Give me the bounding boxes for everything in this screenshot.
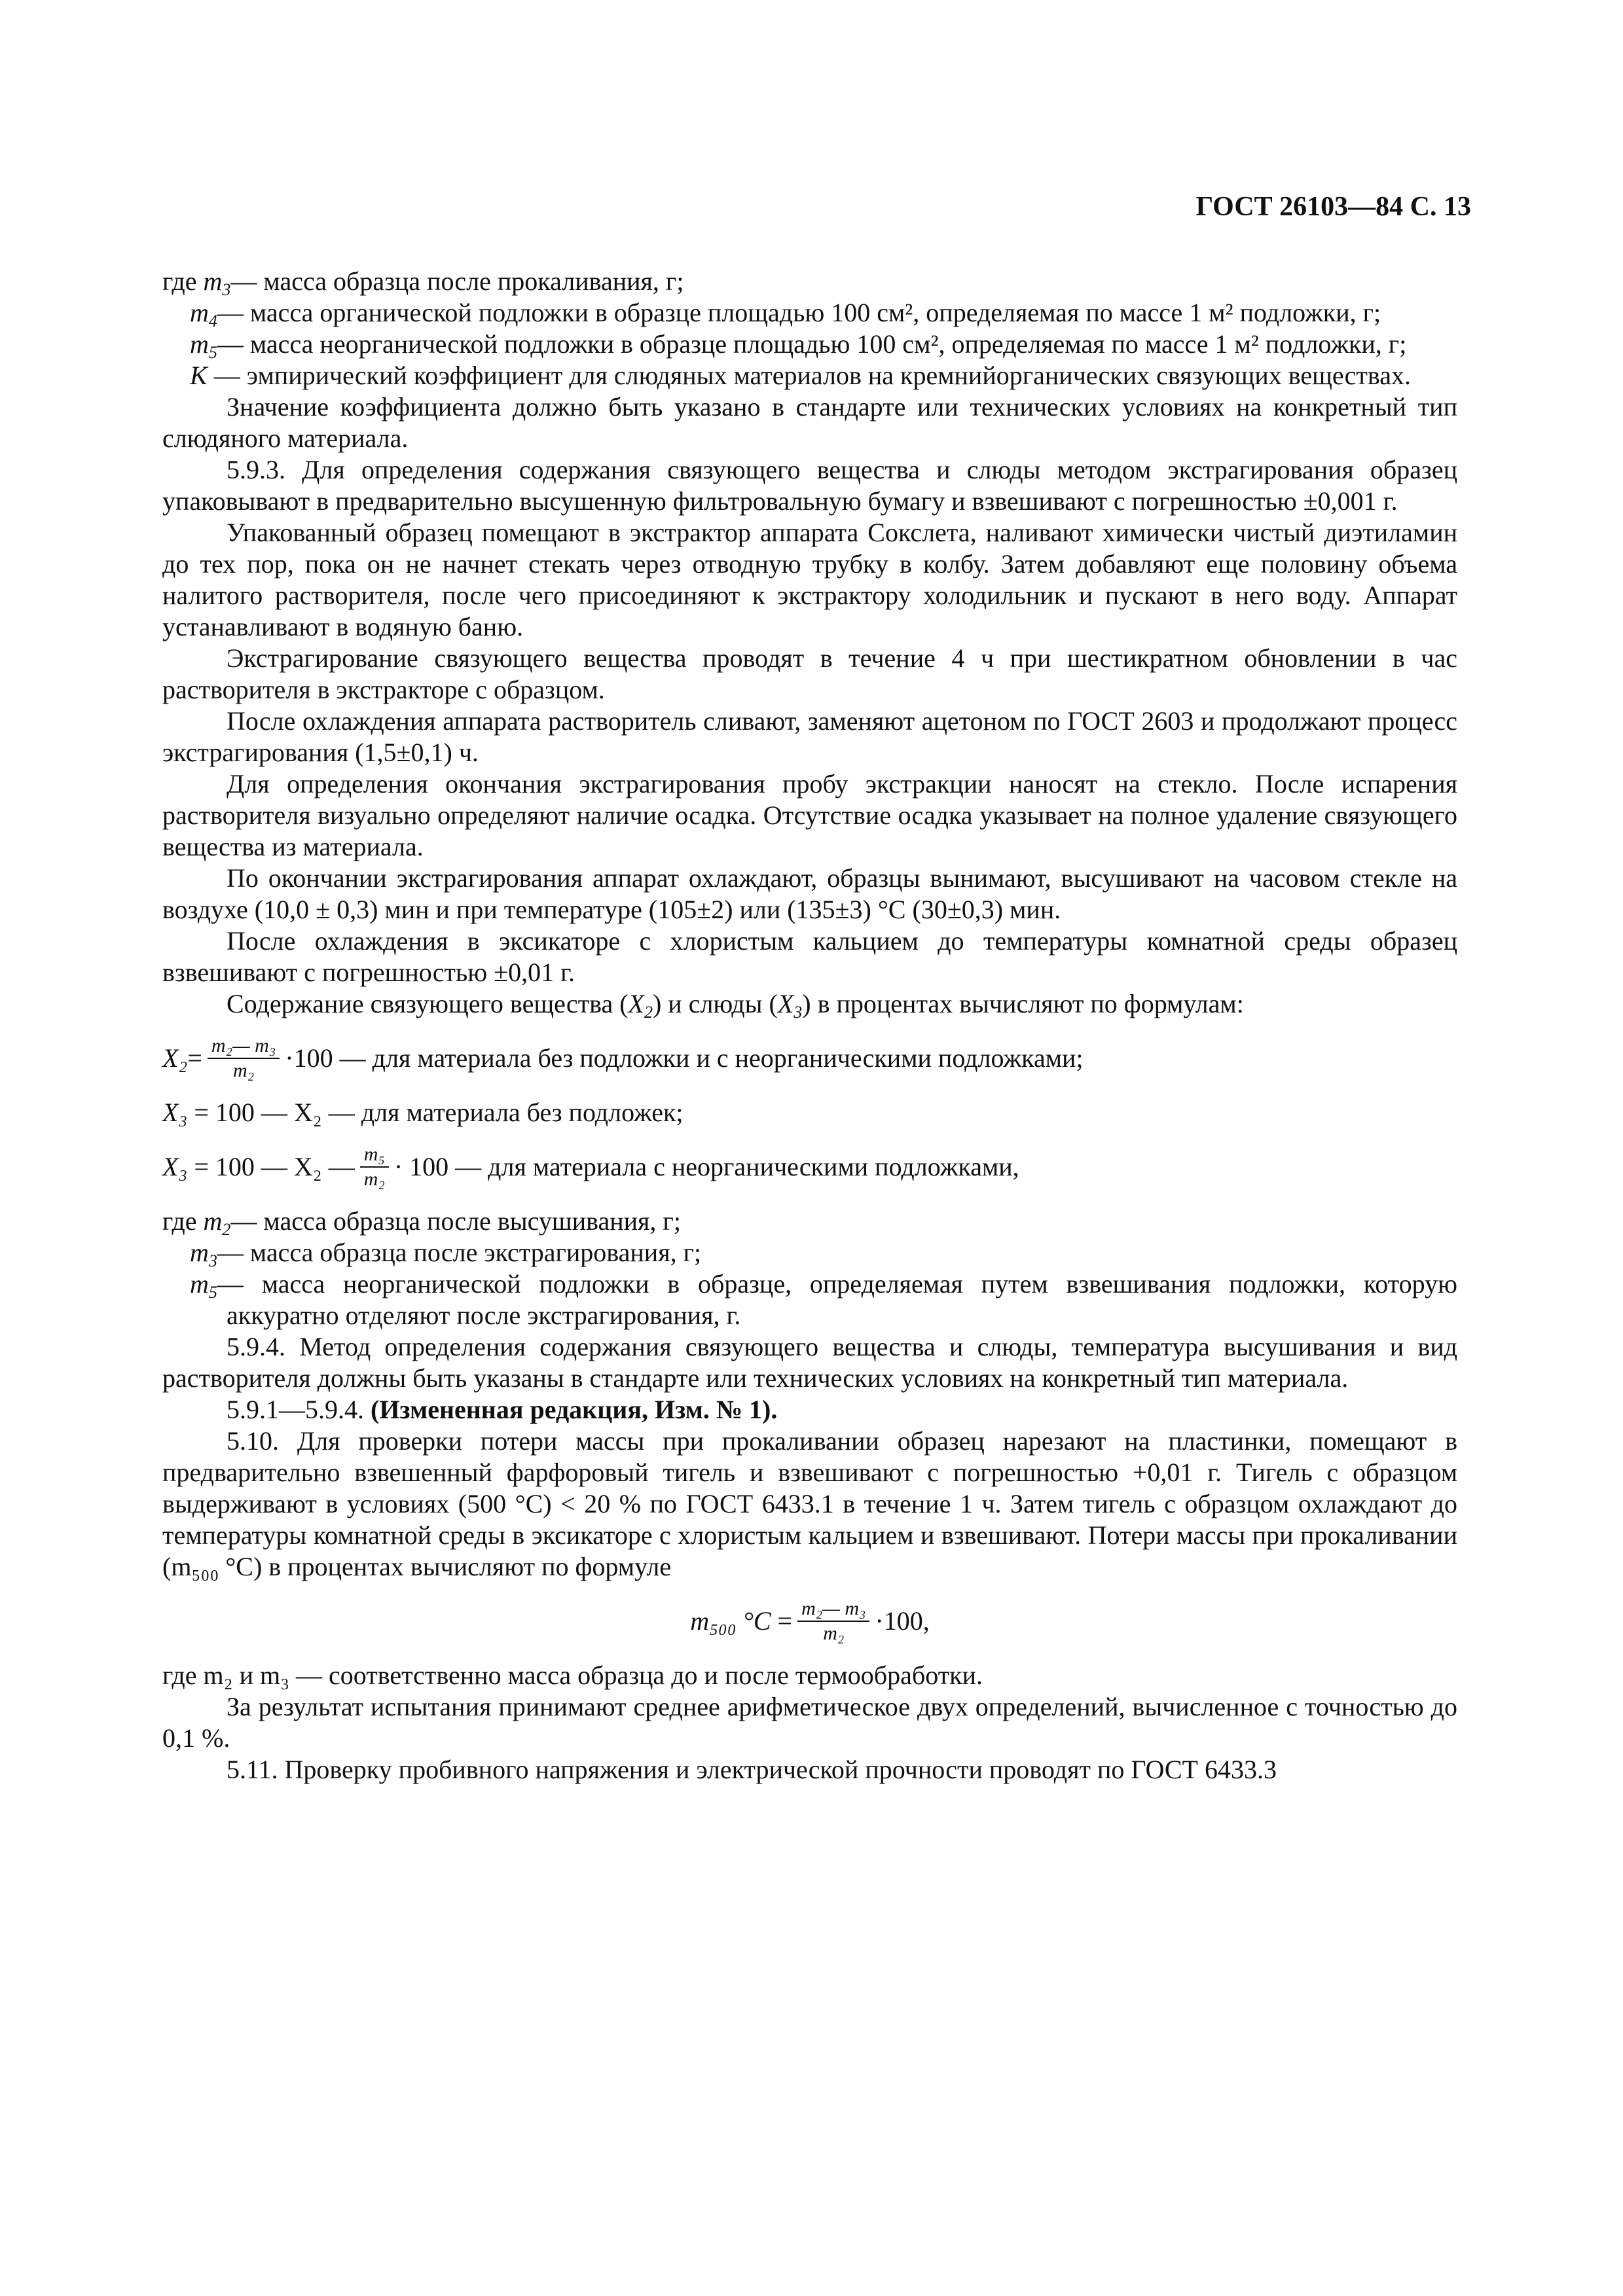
paragraph: 5.9.4. Метод определения содержания связующего вещества и слюды, температура высушивания и вид растворителя должны быть указаны в стандарте или технических условиях на конкретный тип материала.	[162, 1332, 1457, 1393]
formula-lhs: X₃	[162, 1152, 188, 1181]
definition-text: — эмпирический коэффициент для слюдяных материалов на кремнийорганических связующих веществах.	[213, 361, 1412, 390]
symbol-x2: $X_2$	[628, 989, 653, 1022]
definition-text: — масса образца после высушивания, г;	[230, 1206, 681, 1236]
text-run: ) в процентах вычисляют по формулам:	[802, 989, 1244, 1018]
definition-text: — масса неорганической подложки в образце, определяемая путем взвешивания подложки, которую аккуратно отделяют после экстрагирования, г.	[217, 1269, 1457, 1330]
formula-x3-b	[162, 1143, 1457, 1191]
formula-head: = 100 — X₂ —	[194, 1152, 355, 1181]
symbol-m2: $m_2$	[203, 1206, 231, 1239]
numerator: m₂— m₃	[797, 1597, 869, 1622]
formula-x2	[162, 1034, 1457, 1083]
paragraph: 5.9.3. Для определения содержания связующего вещества и слюды методом экстрагирования образец упаковывают в предварительно высушенную фильтровальную бумагу и взвешивают с погрешностью ±0,001 г.	[162, 455, 1457, 516]
fraction	[360, 1143, 389, 1191]
paragraph: За результат испытания принимают среднее арифметическое двух определений, вычисленное с точностью до 0,1 %.	[162, 1692, 1457, 1753]
symbol-x3: $X_3$	[777, 989, 803, 1022]
definition-text: — масса образца после экстрагирования, г;	[217, 1238, 702, 1267]
formula-tail: = 100 — X₂ — для материала без подложек;	[194, 1098, 684, 1127]
where-word: где	[162, 266, 197, 296]
paragraph-formulas-intro	[162, 988, 1457, 1020]
paragraph: Экстрагирование связующего вещества проводят в течение 4 ч при шестикратном обновлении в час растворителя в экстракторе с образцом.	[162, 643, 1457, 704]
definition-m4	[162, 297, 1457, 329]
definition-m3	[162, 266, 1457, 297]
definition-text: — масса органической подложки в образце площадью 100 см², определяемая по массе 1 м² подложки, г;	[217, 298, 1381, 327]
text-run: Содержание связующего вещества (	[227, 989, 629, 1018]
numerator: m₅	[360, 1143, 389, 1168]
paragraph: Для определения окончания экстрагирования пробу экстракции наносят на стекло. После испарения растворителя визуально определяют наличие осадка. Отсутствие осадка указывает на полное удаление связующего вещества из материала.	[162, 769, 1457, 861]
paragraph: Значение коэффициента должно быть указано в стандарте или технических условиях на конкретный тип слюдяного материала.	[162, 392, 1457, 453]
denominator: m₂	[823, 1623, 845, 1644]
definition-m2	[162, 1206, 1457, 1237]
definition-text: — масса образца после прокаливания, г;	[230, 266, 684, 296]
denominator: m₂	[233, 1060, 255, 1081]
symbol-m5: $m_5$	[190, 329, 217, 362]
equals-sign: =	[777, 1606, 793, 1636]
symbol-m4: $m_4$	[190, 298, 217, 331]
fraction	[208, 1034, 280, 1083]
formula-tail: ·100 — для материала без подложки и с неорганическими подложками;	[285, 1043, 1084, 1073]
amendment-note: (Измененная редакция, Изм. № 1).	[371, 1395, 778, 1424]
definition-m5	[162, 1268, 1457, 1331]
paragraph: где m₂ и m₃ — соответственно масса образца до и после термообработки.	[162, 1660, 983, 1690]
formula-lhs: m₅₀₀ °С	[690, 1606, 771, 1636]
paragraph-amendment	[162, 1394, 1457, 1426]
definition-m5	[162, 329, 1457, 360]
equals-sign: =	[187, 1043, 202, 1073]
paragraph: Упакованный образец помещают в экстрактор аппарата Сокслета, наливают химически чистый диэтиламин до тех пор, пока он не начнет стекать через отводную трубку в колбу. Затем добавляют еще половину объема налитого растворителя, после чего присоединяют к экстрактору холодильник и пускают в него воду. Аппарат устанавливают в водяную баню.	[162, 518, 1457, 641]
formula-x3-a	[162, 1097, 1457, 1128]
formula-m500	[162, 1597, 1457, 1645]
page-header: ГОСТ 26103—84 С. 13	[1195, 192, 1471, 222]
paragraph: После охлаждения аппарата растворитель сливают, заменяют ацетоном по ГОСТ 2603 и продолжают процесс экстрагирования (1,5±0,1) ч.	[162, 706, 1457, 767]
formula-tail: ·100,	[875, 1606, 930, 1636]
paragraph: 5.10. Для проверки потери массы при прокаливании образец нарезают на пластинки, помещают в предварительно взвешенный фарфоровый тигель и взвешивают с погрешностью +0,01 г. Тигель с образцом выдерживают в условиях (500 °С) < 20 % по ГОСТ 6433.1 в течение 1 ч. Затем тигель с образцом охлаждают до температуры комнатной среды в эксикаторе с хлористым кальцием и взвешивают. Потери массы при прокаливании (m₅₀₀ °С) в процентах вычисляют по формуле	[162, 1426, 1457, 1581]
definition-m3	[162, 1237, 1457, 1268]
definition-text: — масса неорганической подложки в образце площадью 100 см², определяемая по массе 1 м² подложки, г;	[217, 329, 1407, 359]
formula-lhs: X₃	[162, 1098, 188, 1127]
text-run: 5.9.1—5.9.4.	[227, 1395, 371, 1424]
text-run: ) и слюды (	[652, 989, 778, 1018]
fraction	[797, 1597, 869, 1645]
paragraph: По окончании экстрагирования аппарат охлаждают, образцы вынимают, высушивают на часовом стекле на воздухе (10,0 ± 0,3) мин и при температуре (105±2) или (135±3) °С (30±0,3) мин.	[162, 863, 1457, 924]
formula-lhs: X₂	[162, 1043, 188, 1073]
denominator: m₂	[363, 1168, 385, 1190]
definition-k	[162, 360, 1457, 391]
paragraph: 5.11. Проверку пробивного напряжения и электрической прочности проводят по ГОСТ 6433.3	[227, 1755, 1277, 1784]
paragraph: После охлаждения в эксикаторе с хлористым кальцием до температуры комнатной среды образец взвешивают с погрешностью ±0,01 г.	[162, 926, 1457, 987]
symbol-k: K	[190, 361, 214, 390]
document-body	[162, 266, 1457, 1785]
symbol-m5: $m_5$	[190, 1269, 217, 1302]
numerator: m₂— m₃	[208, 1034, 280, 1059]
formula-tail: · 100 — для материала с неорганическими подложками,	[393, 1152, 1019, 1181]
symbol-m3: $m_3$	[203, 266, 231, 299]
symbol-m3: $m_3$	[190, 1238, 217, 1270]
where-word: где	[162, 1206, 197, 1236]
